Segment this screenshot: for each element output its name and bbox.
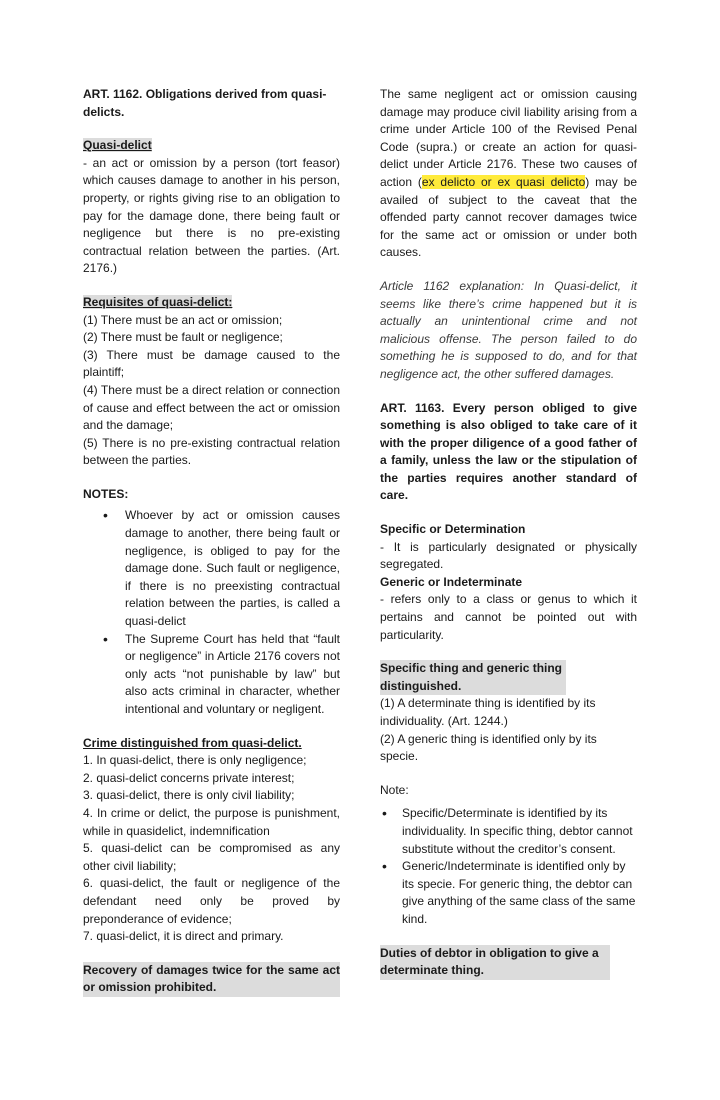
list-item: • Whoever by act or omission causes damage to another, there being fault or negligence, is obliged to pay for the damage done. Such fault or negligence, if there is no preexisting contractual relation between the parties, is called a quasi-delict <box>125 507 340 630</box>
distinguished-heading: Specific thing and generic thing distinguished. <box>380 660 566 695</box>
list-item: 2. quasi-delict concerns private interest; <box>83 770 295 785</box>
generic-definition: - refers only to a class or genus to which it pertains and cannot be pointed out with particularity. <box>380 592 637 642</box>
specific-heading: Specific or Determination <box>380 522 526 537</box>
left-column <box>83 86 340 997</box>
list-item: • Generic/Indeterminate is identified only by its specie. For generic thing, the debtor can give anything of the same class of the same kind. <box>402 858 637 928</box>
list-item: (3) There must be damage caused to the plaintiff; <box>83 347 340 380</box>
quasi-delict-definition: - an act or omission by a person (tort feasor) which causes damage to another in his person, property, or rights giving rise to an obligation to pay for the damage done, there being fault or negligence but there is no pre-existing contractual relation between the parties. (Art. 2176.) <box>83 155 340 276</box>
list-item: (1) There must be an act or omission; <box>83 312 283 327</box>
civil-liability-paragraph <box>380 86 637 262</box>
duties-of-debtor-heading: Duties of debtor in obligation to give a determinate thing. <box>380 945 610 980</box>
paragraph-text-end: ) may be availed of subject to the caveat that the offended party cannot recover damages twice for the same act or omission or under both causes. <box>380 174 638 260</box>
list-item: 7. quasi-delict, it is direct and primary. <box>83 929 284 944</box>
paragraph-text-start: The same negligent act or omission causing damage may produce civil liability arising from a crime under Article 100 of the Revised Penal Code (supra.) or create an action for quasi-delict under Article 2176. These two causes of action ( <box>380 87 637 189</box>
requisites-heading: Requisites of quasi-delict: <box>83 294 233 309</box>
list-item: (4) There must be a direct relation or connection of cause and effect between the act or omission and the damage; <box>83 382 340 433</box>
note-heading: Note: <box>380 782 409 797</box>
list-item: (1) A determinate thing is identified by its individuality. (Art. 1244.) <box>380 696 596 728</box>
article-1162-explanation: Article 1162 explanation: In Quasi-delict, it seems like there’s crime happened but it is actually an unintentional crime and not malicious offense. The person failed to do something he is supposed to do, and for that negligence act, the other suffered damages. <box>380 278 637 381</box>
recovery-of-damages-heading: Recovery of damages twice for the same act or omission prohibited. <box>83 962 340 997</box>
crime-distinguished-list <box>83 752 340 946</box>
list-item: 6. quasi-delict, the fault or negligence of the defendant need only be proved by preponderance of evidence; <box>83 876 340 926</box>
list-item: (2) There must be fault or negligence; <box>83 330 283 345</box>
note-list <box>380 805 637 928</box>
highlighted-term: ex delicto or ex quasi delicto <box>421 174 586 189</box>
list-item: • Specific/Determinate is identified by its individuality. In specific thing, debtor cannot substitute without the creditor’s consent. <box>402 805 637 858</box>
generic-heading: Generic or Indeterminate <box>380 574 523 589</box>
art-1163-title: ART. 1163. Every person obliged to give something is also obliged to take care of it with the proper diligence of a good father of a family, unless the law or the stipulation of the parties requires another standard of care. <box>380 400 637 503</box>
list-item: 4. In crime or delict, the purpose is punishment, while in quasidelict, indemnification <box>83 805 340 838</box>
specific-definition: - It is particularly designated or physically segregated. <box>380 539 637 572</box>
notes-list <box>83 507 340 718</box>
quasi-delict-heading: Quasi-delict <box>83 138 152 153</box>
list-item: (2) A generic thing is identified only by its specie. <box>380 731 597 764</box>
list-item: • The Supreme Court has held that “fault or negligence” in Article 2176 covers not only acts “not punishable by law” but also acts criminal in character, whether intentional and voluntary or negligent. <box>125 631 340 719</box>
requisites-list <box>83 312 340 470</box>
list-item: 1. In quasi-delict, there is only negligence; <box>83 753 307 768</box>
art-1162-title: ART. 1162. Obligations derived from quasi-delicts. <box>83 87 327 119</box>
right-column <box>380 86 637 980</box>
list-item: 5. quasi-delict can be compromised as any other civil liability; <box>83 841 340 873</box>
crime-distinguished-heading: Crime distinguished from quasi-delict. <box>83 735 302 750</box>
list-item: (5) There is no pre-existing contractual relation between the parties. <box>83 435 340 468</box>
notes-heading: NOTES: <box>83 486 129 501</box>
list-item: 3. quasi-delict, there is only civil liability; <box>83 788 295 803</box>
